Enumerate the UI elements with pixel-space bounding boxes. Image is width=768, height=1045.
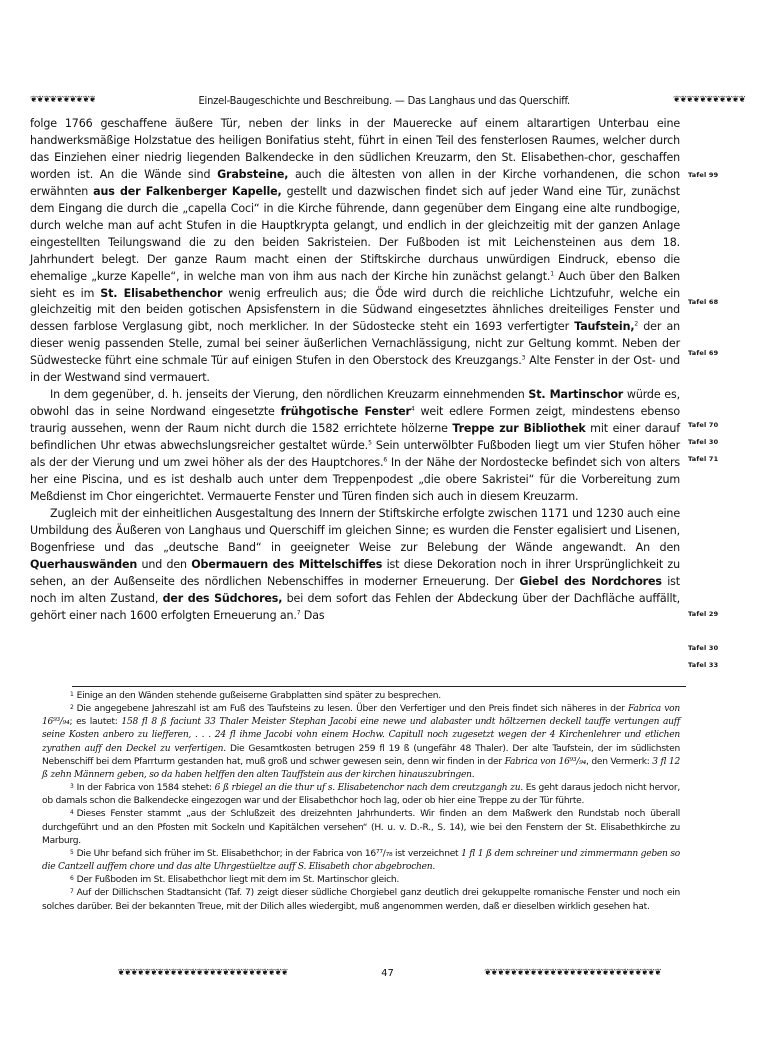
running-header (30, 92, 745, 108)
plate-ref: Tafel 69 (688, 349, 719, 357)
bold-term: St. Martinschor (528, 388, 624, 402)
text-run: folge 1766 geschaffene äußere Tür, neben der links in der Mauerecke auf einem altarartigen Unterbau eine handwerksmäßige Holzstatue des heiligen Bonifatius steht, führt in einen Teil des fensterlosen Raumes, welcher durch das Einziehen einer niedrig liegenden Balkendecke in den südlichen Kreuzarm, den St. Elisabethen-chor, geschaffen worden ist. An die Wände sind (30, 117, 680, 181)
running-title: Einzel-Baugeschichte und Beschreibung. — Das Langhaus und das Querschiff. (198, 93, 570, 107)
text-run: und den (137, 557, 192, 571)
paragraph-3 (30, 506, 680, 625)
footer-ornament-left: ❦❦❦❦❦❦❦❦❦❦❦❦❦❦❦❦❦❦❦❦❦❦❦❦❦❦ (117, 968, 288, 978)
plate-ref: Tafel 30 (688, 644, 719, 652)
plate-ref: Tafel 33 (688, 661, 719, 669)
bold-term: der des Südchores, (162, 591, 283, 605)
paragraph-2 (30, 387, 680, 506)
footnote-number: 2 (70, 704, 74, 712)
text-run: Sein unterwölbter Fußboden liegt um vier Stufen höher als der der Vierung und um zwei höher als der des Hauptchores. (30, 439, 680, 470)
text-run: wenig erfreulich aus; die Öde wird durch die reichliche Lichtzufuhr, welche ein gleichzeitig mit den beiden gotischen Apsisfenstern in die Südwand eingesetztes ähnliches dreiteiliges Fenster und dessen farblose Verglasung gibt, noch merklicher. In der Südostecke steht ein 1693 verfertigter (30, 286, 681, 334)
footnote-2 (42, 703, 680, 782)
header-ornament-right: ❦❦❦❦❦❦❦❦❦❦❦ (673, 95, 745, 105)
footnote-ref: 5 (368, 439, 372, 447)
bold-term: aus der Falkenberger Kapelle, (93, 184, 282, 198)
text-run: bei dem sofort das Fehlen der Abdeckung über der Dachfläche auffällt, gehört einer nach 1600 erfolgten Erneuerung an. (30, 591, 680, 622)
footnote-ref: 4 (410, 405, 415, 413)
footnote-number: 6 (70, 875, 74, 883)
text-run: Alte Fenster in der Ost- und in der Westwand sind vermauert. (30, 354, 680, 385)
bold-term: Taufstein, (574, 320, 635, 334)
text-run: der an dieser wenig passenden Stelle, zumal bei seiner äußerlichen Vernachlässigung, nicht zur Geltung kommt. Neben der Südwestecke führt eine schmale Tür auf einigen Stufen in den Oberstock des Kreuzgangs. (30, 320, 680, 368)
footnote-number: 1 (70, 691, 74, 698)
footnote-text: Auf der Dillichschen Stadtansicht (Taf. 7) zeigt dieser südliche Chorgiebel ganz deutlich drei gekuppelte romanische Fenster und noch ein solches darüber. Bei der bekannten Treue, mit der Dilich alles wiedergibt, muß angenommen werden, daß er dieselben wirklich gesehen hat. (42, 888, 680, 912)
footnote-ref: 1 (550, 269, 554, 277)
italic-citation: Fabrica von 16⁹³/₉₄ (504, 756, 587, 767)
footnote-text: In der Fabrica von 1584 stehet: (76, 783, 215, 794)
italic-quotation: 6 ß rbiegel an die thur uf s. Elisabetenchor nach dem creutzgangh zu. (214, 783, 523, 794)
footnote-text: Die angegebene Jahreszahl ist am Fuß des Taufsteins zu lesen. Über den Verfertiger und den Preis findet sich näheres in der (76, 704, 628, 715)
footnote-text: ; es lautet: (69, 717, 122, 728)
text-run: Das (300, 608, 325, 622)
footnote-ref: 2 (634, 320, 639, 328)
plate-ref: Tafel 71 (688, 455, 719, 463)
footer-ornament-right: ❦❦❦❦❦❦❦❦❦❦❦❦❦❦❦❦❦❦❦❦❦❦❦❦❦❦❦ (484, 968, 661, 978)
text-run: Auch über den Balken sieht es im (30, 269, 680, 300)
paragraph-1 (30, 116, 680, 387)
footnote-text: Dieses Fenster stammt „aus der Schlußzeit des dreizehnten Jahrhunderts. Wir finden an dem Maßwerk den Rundstab noch überall durchgeführt und an den Pfosten mit Sockeln und Kapitälchen versehen“ (H. u. v. D.-R., S. 14), wie bei den Fenstern der St. Elisabethkirche zu Marburg. (42, 809, 680, 846)
footnote-5 (42, 848, 680, 874)
plate-ref: Tafel 70 (688, 421, 719, 429)
bold-term: Obermauern des Mittelschiffes (191, 557, 383, 571)
text-run: weit edlere Formen zeigt, mindestens ebenso traurig aussehen, wenn der Raum nicht durch die 1582 errichtete hölzerne (30, 405, 680, 436)
header-ornament-left: ❦❦❦❦❦❦❦❦❦❦ (30, 95, 96, 105)
footnote-text: Die Uhr befand sich früher im St. Elisabethchor; in der Fabrica von 16⁷⁷/₇₈ ist verzeichnet (76, 848, 462, 859)
bold-term: Giebel des Nordchores (519, 574, 662, 588)
footnote-1 (42, 690, 680, 703)
text-run: In der Nähe der Nordostecke befindet sich von alters her eine Piscina, und es ist deshalb auch unter dem Treppenpodest „die obere Sakristei“ für die Vorbereitung zum Meßdienst im Chor eingerichtet. Vermauerte Fenster und Türen finden sich auch in diesem Kreuzarm. (30, 456, 680, 503)
text-run: ist noch im alten Zustand, (30, 574, 681, 605)
footnote-text: Die Gesamtkosten betrugen 259 fl 19 ß (ungefähr 48 Thaler). Der alte Taufstein, der im südlichsten Nebenschiff bei dem Pfarrturm gestanden hat, muß groß und schwer gewesen sein, denn wir finden in der (42, 743, 680, 767)
plate-ref: Tafel 29 (688, 610, 719, 618)
italic-citation: Fabrica von 16⁹³/₉₄ (42, 704, 680, 728)
text-run: auch die ältesten von allen in der Kirche vorhandenen, die schon erwähnten (30, 167, 681, 198)
footnote-ref: 3 (521, 354, 526, 362)
footnote-text: Es geht daraus jedoch nicht hervor, ob damals schon die Balkendecke eingezogen war und der Elisabethchor hoch lag, oder ob hier eine Treppe zu der Tür führte. (42, 783, 680, 807)
footnote-number: 5 (70, 848, 74, 856)
text-run: In dem gegenüber, d. h. jenseits der Vierung, den nördlichen Kreuzarm einnehmenden (50, 388, 529, 402)
footnote-divider (72, 686, 686, 687)
italic-quotation: 1 fl 1 ß dem schreiner und zimmermann geben so die Cantzell auffem chore und das alte Uhrgestüeltze auff S. Elisabeth chor abgebrochen. (42, 848, 680, 873)
bold-term: Treppe zur Bibliothek (452, 422, 586, 436)
footnote-ref: 7 (296, 608, 301, 616)
footnote-number: 7 (70, 888, 74, 896)
bold-term: Grabsteine, (217, 167, 289, 181)
plate-ref: Tafel 99 (688, 171, 719, 179)
italic-quotation: 3 fl 12 ß zehn Männern geben, so da haben helffen den alten Tauffstein aus der kirchen hinauszubringen. (42, 756, 680, 780)
footnote-text: Der Fußboden im St. Elisabethchor liegt mit dem im St. Martinschor gleich. (76, 875, 400, 886)
plate-ref: Tafel 30 (688, 438, 719, 446)
text-run: mit einer darauf befindlichen Uhr etwas abwechslungsreicher gestaltet würde. (30, 422, 680, 453)
footnote-text: , den Vermerk: (586, 756, 653, 767)
text-run: gestellt und dazwischen findet sich auf jeder Wand eine Tür, zunächst dem Eingang die durch die „capella Coci“ in die Kirche führende, dann gegenüber dem Eingang eine alte rundbogige, durch welche man auf acht Stufen in die Hauptkrypta gelangt, und endlich in der gleichzeitig mit der ganzen Anlage eingestellten Teilungswand die zu den beiden Sakristeien. Der Fußboden ist mit Leichensteinen aus dem 18. Jahrhundert belegt. Der ganze Raum macht einen der Stiftskirche durchaus unwürdigen Eindruck, ebenso die ehemalige „kurze Kapelle“, in welche man von ihm aus nach der Kirche hin zunächst gelangt. (30, 184, 680, 283)
bold-term: Querhauswänden (30, 557, 138, 571)
footnote-4 (42, 808, 680, 847)
text-run: ist diese Dekoration noch in ihrer Ursprünglichkeit zu sehen, an der Außenseite des nördlichen Nebenschiffes in moderner Erneuerung. Der (30, 557, 680, 588)
text-run: Zugleich mit der einheitlichen Ausgestaltung des Innern der Stiftskirche erfolgte zwischen 1171 und 1230 auch eine Umbildung des Äußeren von Langhaus und Querschiff im gleichen Sinne; es wurden die Fenster egalisiert und Lisenen, Bogenfriese und das „deutsche Band“ in geeigneter Weise zur Belebung der Wände angewandt. An den (30, 506, 680, 554)
footnote-number: 4 (70, 809, 74, 817)
footnote-6 (42, 874, 680, 887)
footnotes (42, 690, 680, 914)
footnote-3 (42, 782, 680, 808)
italic-quotation: 158 fl 8 ß faciunt 33 Thaler Meister Stephan Jacobi eine newe und alabaster undt höltzernen deckell tauffe vertungen auff seine Kosten anbero zu liefferen, . . . 24 fl ihme Jacobi vohn einem Hochw. Capitull noch zugesetzt wegen der 4 Kirchenlehrer und etlichen zyrathen auff den Deckel zu verfertigen. (42, 717, 680, 754)
footnote-number: 3 (70, 783, 74, 791)
footnote-7 (42, 887, 680, 913)
page-number: 47 (381, 967, 394, 979)
footnote-ref: 6 (383, 456, 388, 464)
bold-term: St. Elisabethenchor (100, 286, 223, 300)
plate-ref: Tafel 68 (688, 298, 719, 306)
page-footer (30, 965, 745, 981)
bold-term: frühgotische Fenster (280, 405, 411, 419)
main-text (30, 116, 680, 625)
footnote-text: Einige an den Wänden stehende gußeiserne Grabplatten sind später zu besprechen. (76, 691, 441, 701)
text-run: würde es, obwohl das in seine Nordwand eingesetzte (30, 388, 680, 419)
